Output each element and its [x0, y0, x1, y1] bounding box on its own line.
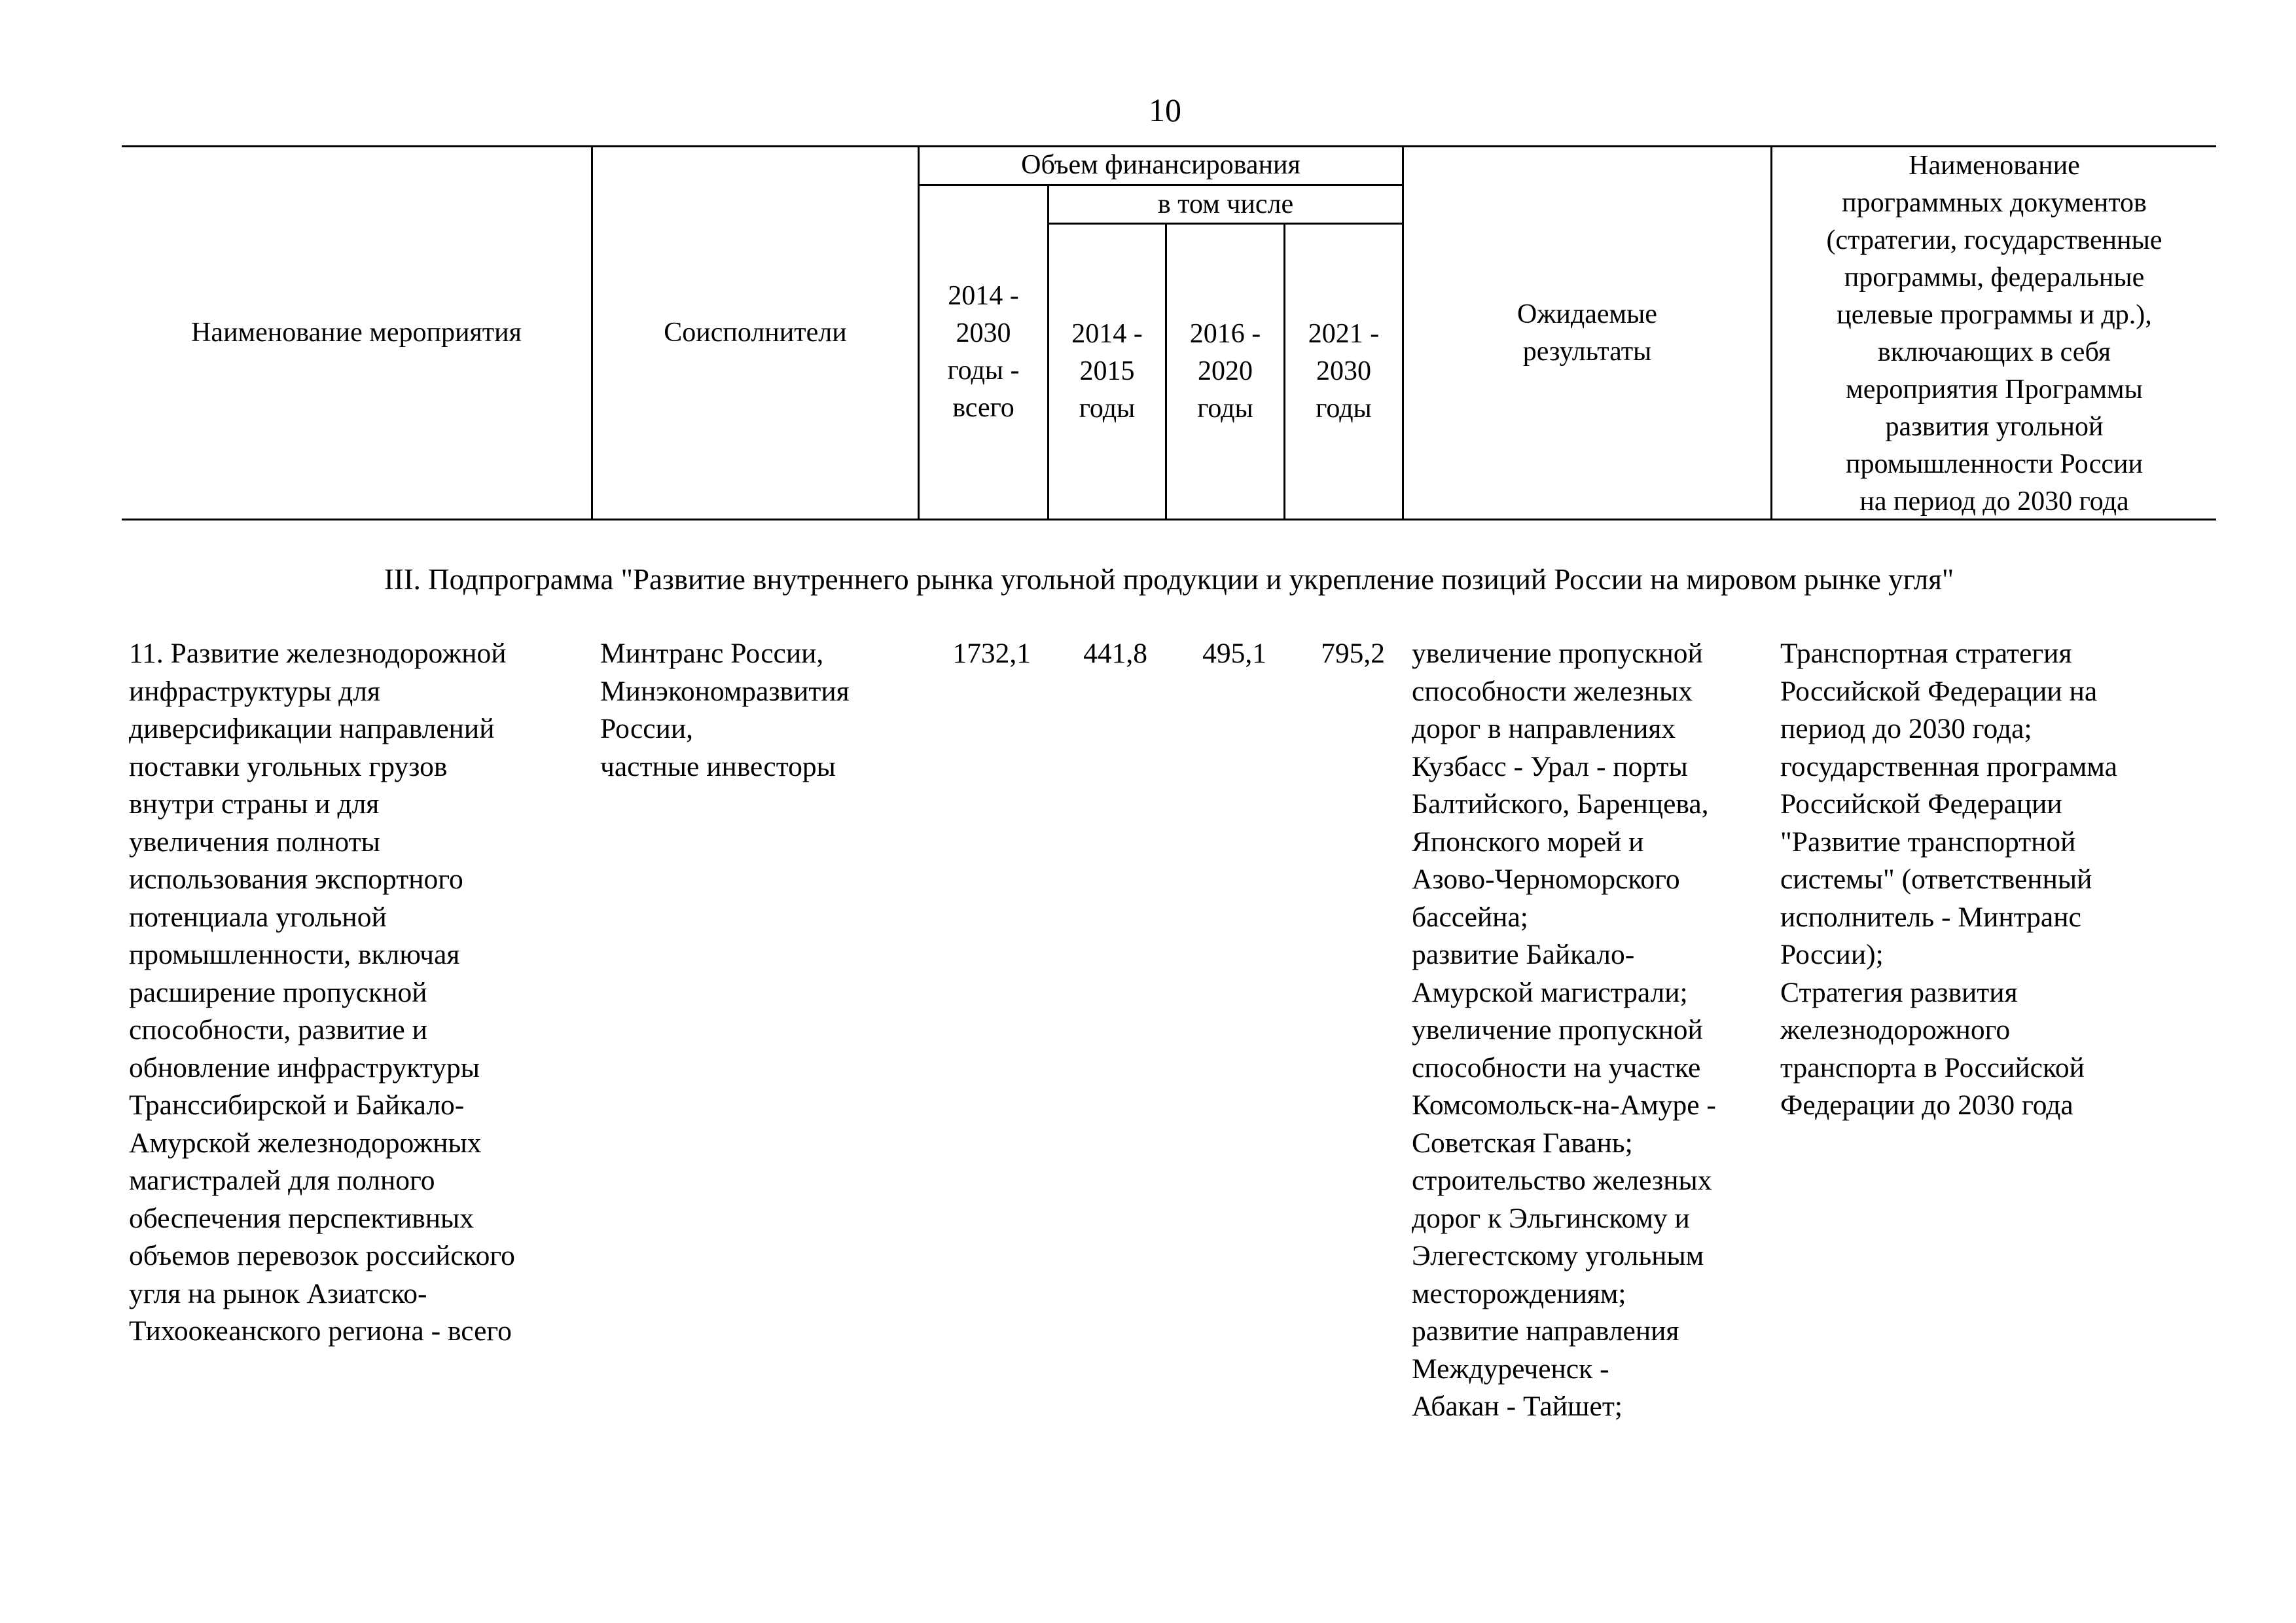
- row-period2-value: 495,1: [1202, 638, 1266, 669]
- row-results: увеличение пропускной способности железных дорог в направлениях Кузбасс - Урал - порты Балтийского, Баренцева, Японского морей и Азово-Черноморского бассейна; развитие Байкало- Амурской магистрали; увеличение пропускной способности на участке Комсомольск-на-Амуре - Советская Гавань; строительство железных дорог к Эльгинскому и Элегестскому угольным месторождениям; развитие направления Междуреченск - Абакан - Тайшет;: [1412, 638, 1716, 1422]
- header-total: 2014 - 2030 годы - всего: [947, 281, 1020, 423]
- page-number: 10: [1149, 92, 1181, 128]
- including-rule: [1047, 223, 1402, 225]
- header-results: Ожидаемые результаты: [1517, 299, 1657, 367]
- row-period1-value: 441,8: [1083, 638, 1147, 669]
- header-documents: Наименование программных документов (стратегии, государственные программы, федеральные целевые программы и др.), включающих в себя мероприятия Программы развития угольной промышленности России на период до 2030 года: [1826, 151, 2162, 517]
- header-period-2014-2015: 2014 - 2015 годы: [1071, 319, 1143, 424]
- header-measure: [122, 147, 591, 519]
- row-period3-value: 795,2: [1321, 638, 1385, 669]
- row-documents: Транспортная стратегия Российской Федерации на период до 2030 года; государственная программа Российской Федерации "Развитие транспортной системы" (ответственный исполнитель - Минтранс России); Стратегия развития железнодорожного транспорта в Российской Федерации до 2030 года: [1780, 638, 2117, 1121]
- section-title: III. Подпрограмма "Развитие внутреннего рынка угольной продукции и укрепление позиций России на мировом рынке угля": [384, 563, 1954, 596]
- row-coexecutors: Минтранс России, Минэкономразвития России, частные инвесторы: [600, 638, 850, 782]
- header-coexecutors: [593, 147, 918, 519]
- header-including: в том числе: [1157, 189, 1294, 219]
- header-funding-group: Объем финансирования: [1021, 150, 1300, 180]
- header-measure-label: Наименование мероприятия: [191, 318, 522, 348]
- row-total-value: 1732,1: [952, 638, 1031, 669]
- row-measure: 11. Развитие железнодорожной инфраструктуры для диверсификации направлений поставки угольных грузов внутри страны и для увеличения полноты использования экспортного потенциала угольной промышленности, включая расширение пропускной способности, развитие и обновление инфраструктуры Транссибирской и Байкало- Амурской железнодорожных магистралей для полного обеспечения перспективных объемов перевозок российского угля на рынок Азиатско- Тихоокеанского региона - всего: [129, 638, 515, 1347]
- header-period-2016-2020: 2016 - 2020 годы: [1189, 319, 1261, 424]
- header-period-2021-2030: 2021 - 2030 годы: [1308, 319, 1380, 424]
- header-coexecutors-label: Соисполнители: [664, 318, 847, 348]
